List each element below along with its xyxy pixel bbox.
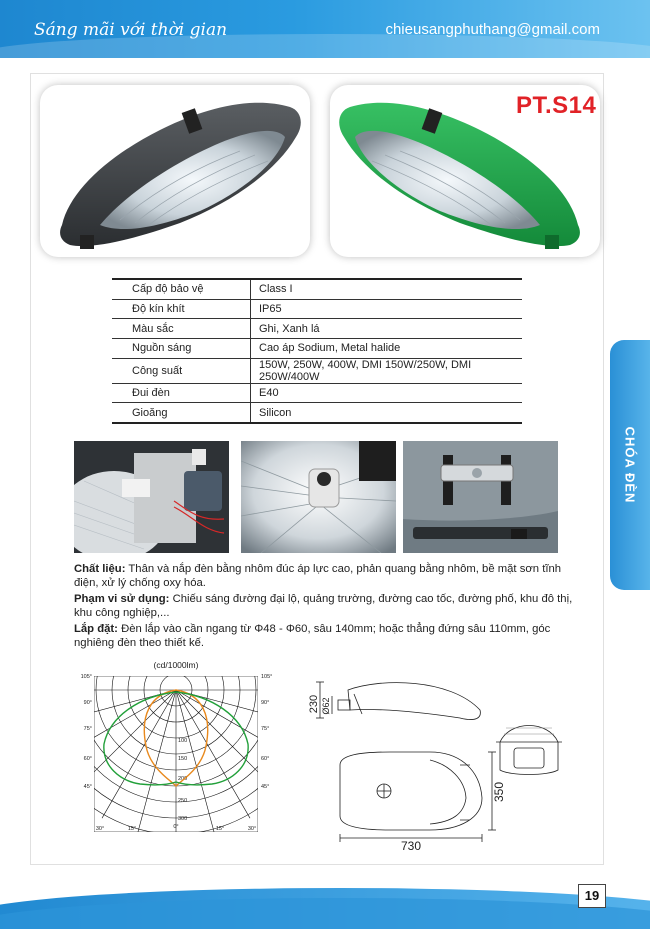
table-row [112,358,522,383]
polar-spoke [102,690,176,818]
detail-photo-bracket [403,441,558,553]
page-number: 19 [578,884,606,908]
header-slogan: Sáng mãi với thời gian [34,20,228,40]
usage-description [74,593,574,620]
table-row [112,339,522,359]
polar-bottom-label: 30° [95,826,105,832]
spec-label: Công suất [112,358,251,383]
polar-angle-label-left: 90° [83,700,92,706]
polar-radial-label: 300 [178,816,188,822]
spec-label: Độ kín khít [112,299,251,319]
street-lamp-grey-image [40,85,310,257]
specs-table [112,278,522,424]
material-description [74,563,574,590]
product-code: PT.S14 [516,92,597,119]
polar-angle-label-left: 45° [83,784,92,790]
spec-value: Class I [251,279,523,299]
polar-labels [81,674,273,832]
spec-label: Đui đèn [112,383,251,403]
spec-value: Silicon [251,403,523,423]
dimension-drawings [300,670,600,855]
usage-text: Chiếu sáng đường đại lộ, quảng trường, đường cao tốc, đường phố, khu đô thị, khu công nghiệp,... [74,593,573,619]
spec-label: Màu sắc [112,319,251,339]
spec-value: 150W, 250W, 400W, DMI 150W/250W, DMI 250W/400W [251,358,523,383]
table-row [112,299,522,319]
polar-bottom-label: 15° [215,826,225,832]
polar-spoke [138,690,179,833]
polar-angle-label-right: 75° [261,726,270,732]
dim-diameter-label: Ø62 [321,697,331,715]
dim-length-label: 730 [400,839,422,853]
spec-label: Gioăng [112,403,251,423]
installation-description [74,623,574,650]
polar-light-distribution-diagram [70,656,282,842]
polar-angle-label-left: 60° [83,756,92,762]
polar-bottom-label: 15° [127,826,137,832]
polar-angle-label-right: 105° [261,674,273,680]
side-tab-label: CHÓA ĐÈN [622,426,638,504]
dim-width-label: 350 [492,781,506,803]
polar-bottom-label: 0° [173,824,179,830]
table-row [112,403,522,423]
table-row [112,319,522,339]
spec-value: Cao áp Sodium, Metal halide [251,339,523,359]
header-email: chieusangphuthang@gmail.com [385,21,600,38]
detail-photo-ballast [74,441,229,553]
polar-radial-label: 150 [178,756,188,762]
table-row [112,383,522,403]
dim-height-label: 230 [308,694,320,714]
product-photo-grey [40,85,310,257]
page-footer [0,870,650,929]
material-text: Thân và nắp đèn bằng nhôm đúc áp lực cao, phản quang bằng nhôm, bề mặt sơn tĩnh điện, xử lý chống oxy hóa. [74,563,562,589]
polar-bottom-label: 30° [247,826,257,832]
polar-angle-label-left: 105° [80,674,92,680]
detail-photo-reflector [241,441,396,553]
spec-label: Cấp độ bảo vệ [112,279,251,299]
spec-value: E40 [251,383,523,403]
polar-radial-label: 200 [178,776,188,782]
polar-angle-label-left: 75° [83,726,92,732]
page-header [0,0,650,58]
installation-text: Đèn lắp vào cần ngang từ Φ48 - Φ60, sâu 140mm; hoặc thẳng đứng sâu 110mm, góc nghiêng đèn theo thiết kế. [74,623,551,649]
polar-angle-label-right: 45° [261,784,270,790]
polar-radial-label: 250 [178,798,188,804]
spec-value: Ghi, Xanh lá [251,319,523,339]
polar-unit-label: (cd/1000lm) [153,660,199,670]
polar-angle-label-right: 60° [261,756,270,762]
usage-title: Phạm vi sử dụng: [74,593,170,605]
polar-angle-label-right: 90° [261,700,270,706]
material-title: Chất liệu: [74,563,126,575]
spec-value: IP65 [251,299,523,319]
polar-radial-label: 100 [178,738,188,744]
installation-title: Lắp đặt: [74,623,118,635]
spec-label: Nguồn sáng [112,339,251,359]
polar-grid [70,656,282,838]
table-row [112,279,522,299]
section-side-tab[interactable] [610,340,650,590]
